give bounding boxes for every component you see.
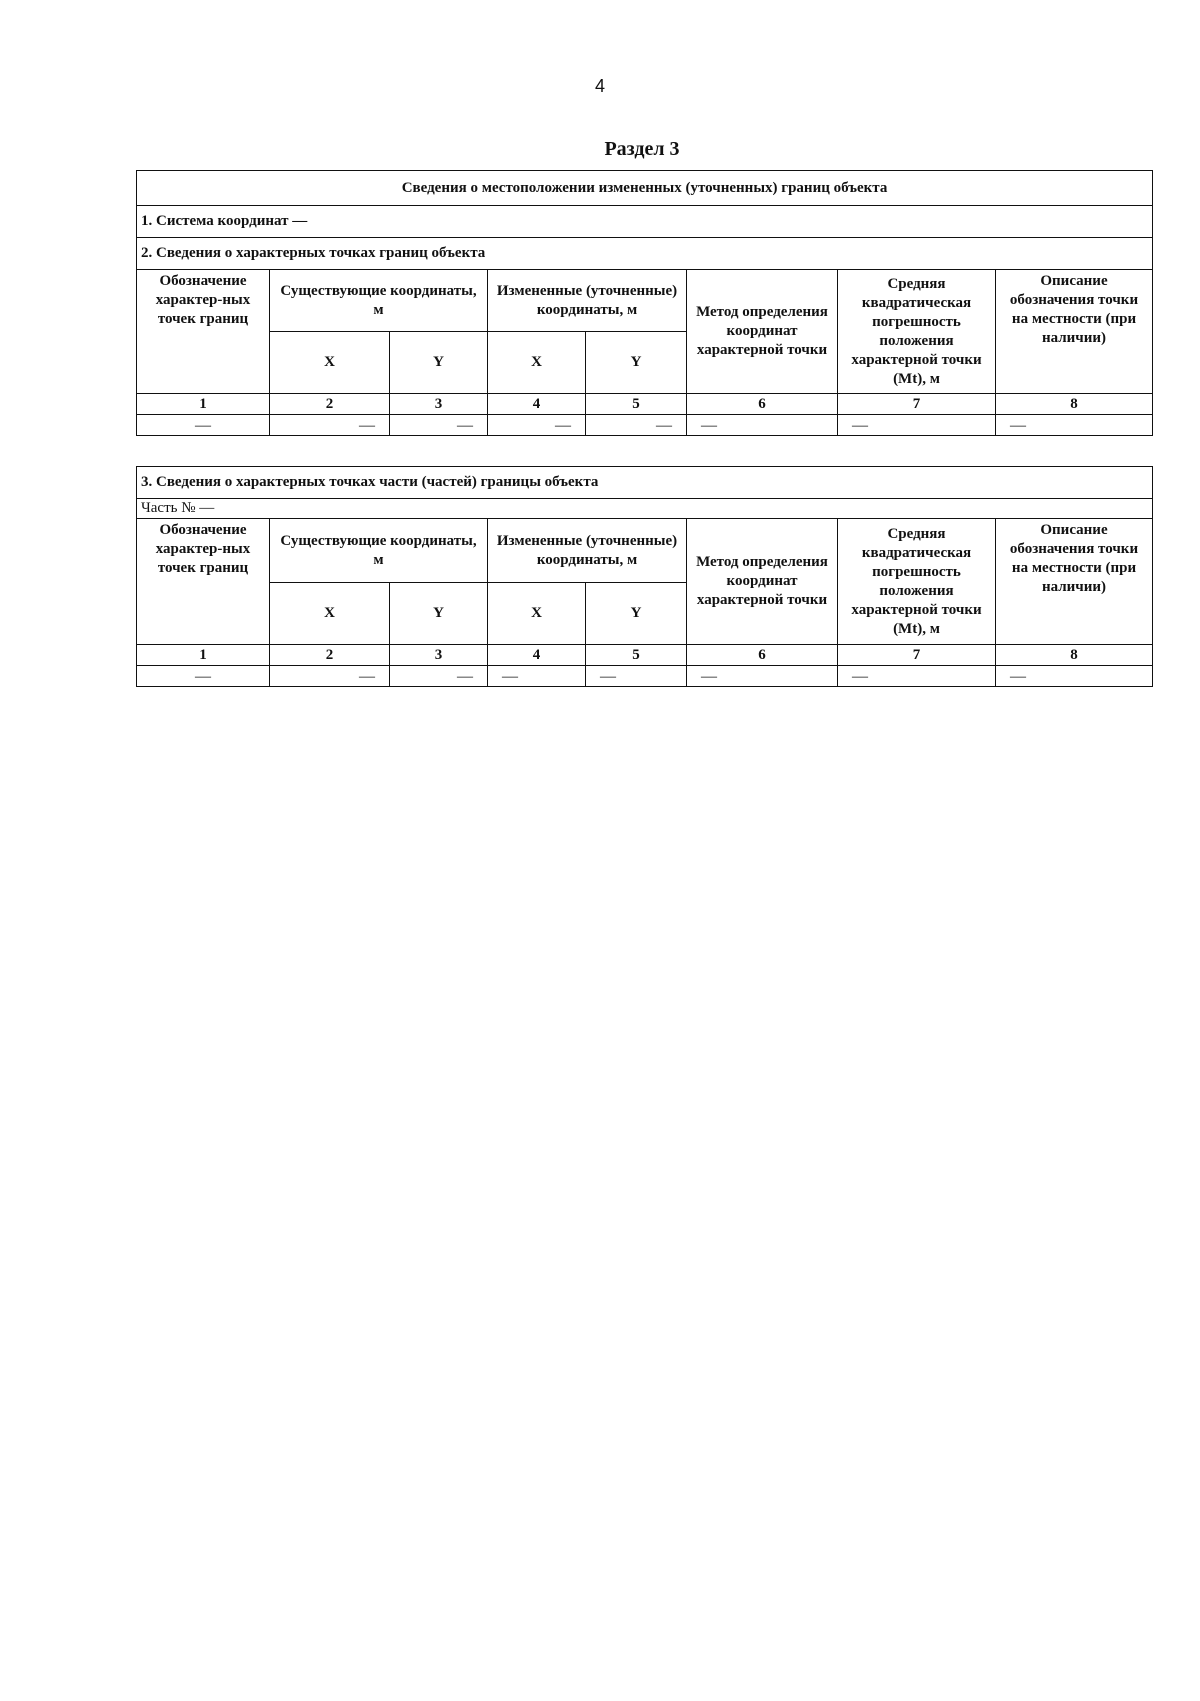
table-cell: — <box>687 666 838 687</box>
col-number: 1 <box>137 394 270 415</box>
col-changed-x: X <box>488 332 586 394</box>
table-row <box>137 415 1153 436</box>
col-existing: Существующие координаты, м <box>270 270 488 332</box>
table-cell: — <box>137 415 270 436</box>
table-cell: — <box>270 666 390 687</box>
part-boundary-points-table <box>136 466 1153 687</box>
table-cell: — <box>270 415 390 436</box>
col-number: 3 <box>390 645 488 666</box>
col-existing: Существующие координаты, м <box>270 519 488 583</box>
table-cell: — <box>390 415 488 436</box>
col-existing-x: X <box>270 332 390 394</box>
col-number: 8 <box>996 645 1153 666</box>
table-cell: — <box>390 666 488 687</box>
col-number: 3 <box>390 394 488 415</box>
col-number: 5 <box>586 645 687 666</box>
col-existing-y: Y <box>390 583 488 645</box>
part-label: Часть № — <box>137 499 1153 519</box>
col-changed-x: X <box>488 583 586 645</box>
col-description: Описание обозначения точки на местности (при наличии) <box>996 270 1153 394</box>
col-number: 8 <box>996 394 1153 415</box>
col-changed-y: Y <box>586 332 687 394</box>
col-designation: Обозначение характер-ных точек границ <box>137 270 270 394</box>
col-changed-y: Y <box>586 583 687 645</box>
table-cell: — <box>586 666 687 687</box>
table-cell: — <box>488 415 586 436</box>
section-title: Раздел 3 <box>604 138 680 160</box>
col-error: Средняя квадратическая погрешность положения характерной точки (Mt), м <box>838 519 996 645</box>
table-title: Сведения о местоположении измененных (уточненных) границ объекта <box>137 171 1153 206</box>
table-cell: — <box>687 415 838 436</box>
table-title: 3. Сведения о характерных точках части (частей) границы объекта <box>137 467 1153 499</box>
col-designation: Обозначение характер-ных точек границ <box>137 519 270 645</box>
table-cell: — <box>838 666 996 687</box>
col-number: 7 <box>838 394 996 415</box>
col-number: 6 <box>687 394 838 415</box>
coordinate-system: 1. Система координат — <box>137 206 1153 238</box>
col-method: Метод определения координат характерной точки <box>687 270 838 394</box>
col-number: 7 <box>838 645 996 666</box>
col-number: 2 <box>270 645 390 666</box>
page-number: 4 <box>594 76 605 96</box>
col-method: Метод определения координат характерной точки <box>687 519 838 645</box>
col-number: 1 <box>137 645 270 666</box>
col-description: Описание обозначения точки на местности (при наличии) <box>996 519 1153 645</box>
col-number: 4 <box>488 645 586 666</box>
boundary-points-table <box>136 170 1153 436</box>
col-changed: Измененные (уточненные) координаты, м <box>488 519 687 583</box>
col-number: 6 <box>687 645 838 666</box>
table-row <box>137 666 1153 687</box>
table-cell: — <box>996 666 1153 687</box>
col-existing-x: X <box>270 583 390 645</box>
table-cell: — <box>137 666 270 687</box>
col-changed: Измененные (уточненные) координаты, м <box>488 270 687 332</box>
col-existing-y: Y <box>390 332 488 394</box>
col-number: 5 <box>586 394 687 415</box>
table-cell: — <box>488 666 586 687</box>
points-header: 2. Сведения о характерных точках границ объекта <box>137 238 1153 270</box>
col-number: 2 <box>270 394 390 415</box>
col-number: 4 <box>488 394 586 415</box>
table-cell: — <box>996 415 1153 436</box>
table-cell: — <box>586 415 687 436</box>
col-error: Средняя квадратическая погрешность положения характерной точки (Mt), м <box>838 270 996 394</box>
table-cell: — <box>838 415 996 436</box>
